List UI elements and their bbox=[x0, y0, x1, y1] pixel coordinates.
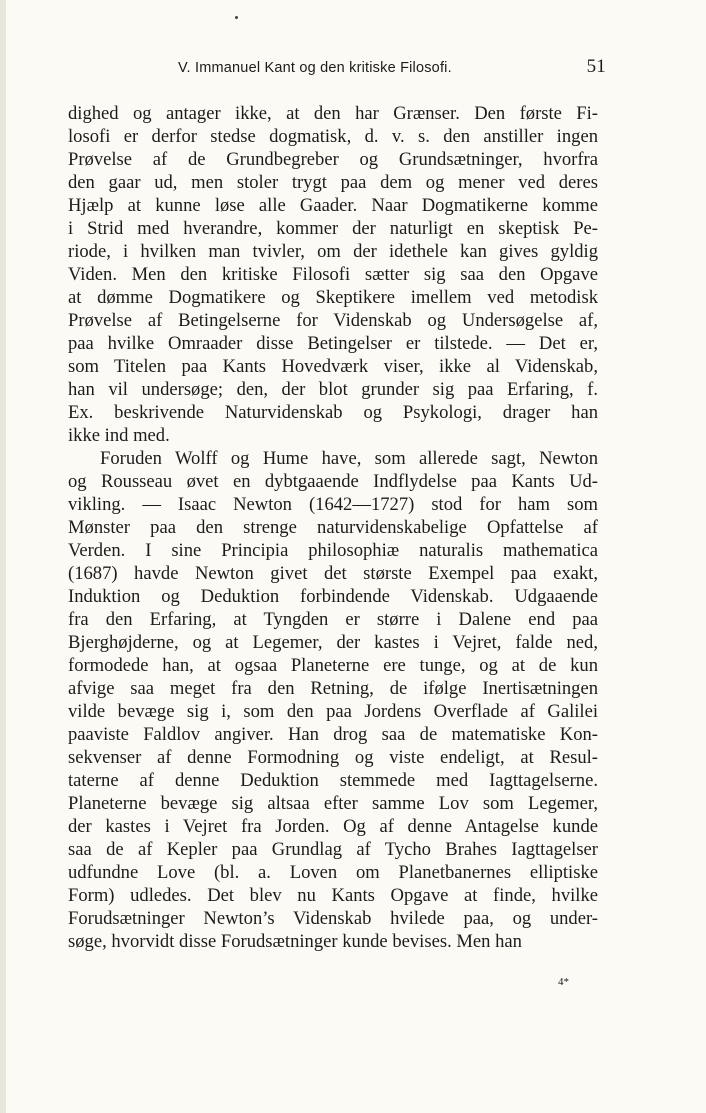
text-line: Ex. beskrivende Naturvidenskab og Psykologi, drager han bbox=[68, 402, 598, 423]
text-line: Bjerghøjderne, og at Legemer, der kastes i Vejret, falde ned, bbox=[68, 632, 598, 653]
text-line: vilde bevæge sig i, som den paa Jordens Overflade af Galilei bbox=[68, 701, 598, 722]
signature-mark: 4* bbox=[558, 976, 569, 988]
ink-speck bbox=[235, 16, 238, 19]
text-line: udfundne Love (bl. a. Loven om Planetbanernes elliptiske bbox=[68, 862, 598, 883]
paragraph-1 bbox=[68, 102, 598, 447]
text-line: taterne af denne Deduktion stemmede med Iagttagelserne. bbox=[68, 770, 598, 791]
text-line: Planeterne bevæge sig altsaa efter samme Lov som Legemer, bbox=[68, 793, 598, 814]
text-line: og Rousseau øvet en dybtgaaende Indflydelse paa Kants Ud- bbox=[68, 471, 598, 492]
text-line: paa hvilke Omraader disse Betingelser er tilstede. — Det er, bbox=[68, 333, 598, 354]
text-line: afvige saa meget fra den Retning, de ifølge Inertisætningen bbox=[68, 678, 598, 699]
text-line: paaviste Faldlov angiver. Han drog saa de matematiske Kon- bbox=[68, 724, 598, 745]
text-line: at dømme Dogmatikere og Skeptikere imellem ved metodisk bbox=[68, 287, 598, 308]
text-line: Prøvelse af de Grundbegreber og Grundsætninger, hvorfra bbox=[68, 149, 598, 170]
text-line: riode, i hvilken man tvivler, om der idethele kan gives gyldig bbox=[68, 241, 598, 262]
page-number: 51 bbox=[586, 56, 606, 77]
paragraph-2 bbox=[68, 447, 598, 953]
text-line: sekvenser af denne Formodning og viste endeligt, at Resul- bbox=[68, 747, 598, 768]
running-title: V. Immanuel Kant og den kritiske Filosofi. bbox=[178, 60, 452, 76]
text-line: Forudsætninger Newton’s Videnskab hvilede paa, og under- bbox=[68, 908, 598, 929]
text-line: dighed og antager ikke, at den har Grænser. Den første Fi- bbox=[68, 103, 598, 124]
text-line: ikke ind med. bbox=[68, 425, 170, 446]
text-line: han vil undersøge; den, der blot grunder sig paa Erfaring, f. bbox=[68, 379, 598, 400]
text-line: Mønster paa den strenge naturvidenskabelige Opfattelse af bbox=[68, 517, 598, 538]
text-line: som Titelen paa Kants Hovedværk viser, ikke al Videnskab, bbox=[68, 356, 598, 377]
text-line: vikling. — Isaac Newton (1642—1727) stod for ham som bbox=[68, 494, 598, 515]
body-text bbox=[68, 102, 598, 953]
text-line: (1687) havde Newton givet det største Exempel paa exakt, bbox=[68, 563, 598, 584]
text-line: fra den Erfaring, at Tyngden er større i Dalene end paa bbox=[68, 609, 598, 630]
text-line: Form) udledes. Det blev nu Kants Opgave at finde, hvilke bbox=[68, 885, 598, 906]
text-line: losofi er derfor stedse dogmatisk, d. v. s. den anstiller ingen bbox=[68, 126, 598, 147]
text-line: der kastes i Vejret fra Jorden. Og af denne Antagelse kunde bbox=[68, 816, 598, 837]
text-line: saa de af Kepler paa Grundlag af Tycho Brahes Iagttagelser bbox=[68, 839, 598, 860]
text-line: Verden. I sine Principia philosophiæ naturalis mathematica bbox=[68, 540, 598, 561]
text-line: den gaar ud, men stoler trygt paa dem og mener ved deres bbox=[68, 172, 598, 193]
text-line: Induktion og Deduktion forbindende Videnskab. Udgaaende bbox=[68, 586, 598, 607]
text-line: Prøvelse af Betingelserne for Videnskab og Undersøgelse af, bbox=[68, 310, 598, 331]
text-line: Hjælp at kunne løse alle Gaader. Naar Dogmatikerne komme bbox=[68, 195, 598, 216]
text-line: formodede han, at ogsaa Planeterne ere tunge, og at de kun bbox=[68, 655, 598, 676]
text-line: i Strid med hverandre, kommer der naturligt en skeptisk Pe- bbox=[68, 218, 598, 239]
text-line: søge, hvorvidt disse Forudsætninger kunde bevises. Men han bbox=[68, 931, 522, 952]
text-line: Foruden Wolff og Hume have, som allerede sagt, Newton bbox=[100, 448, 598, 469]
text-line: Viden. Men den kritiske Filosofi sætter sig saa den Opgave bbox=[68, 264, 598, 285]
